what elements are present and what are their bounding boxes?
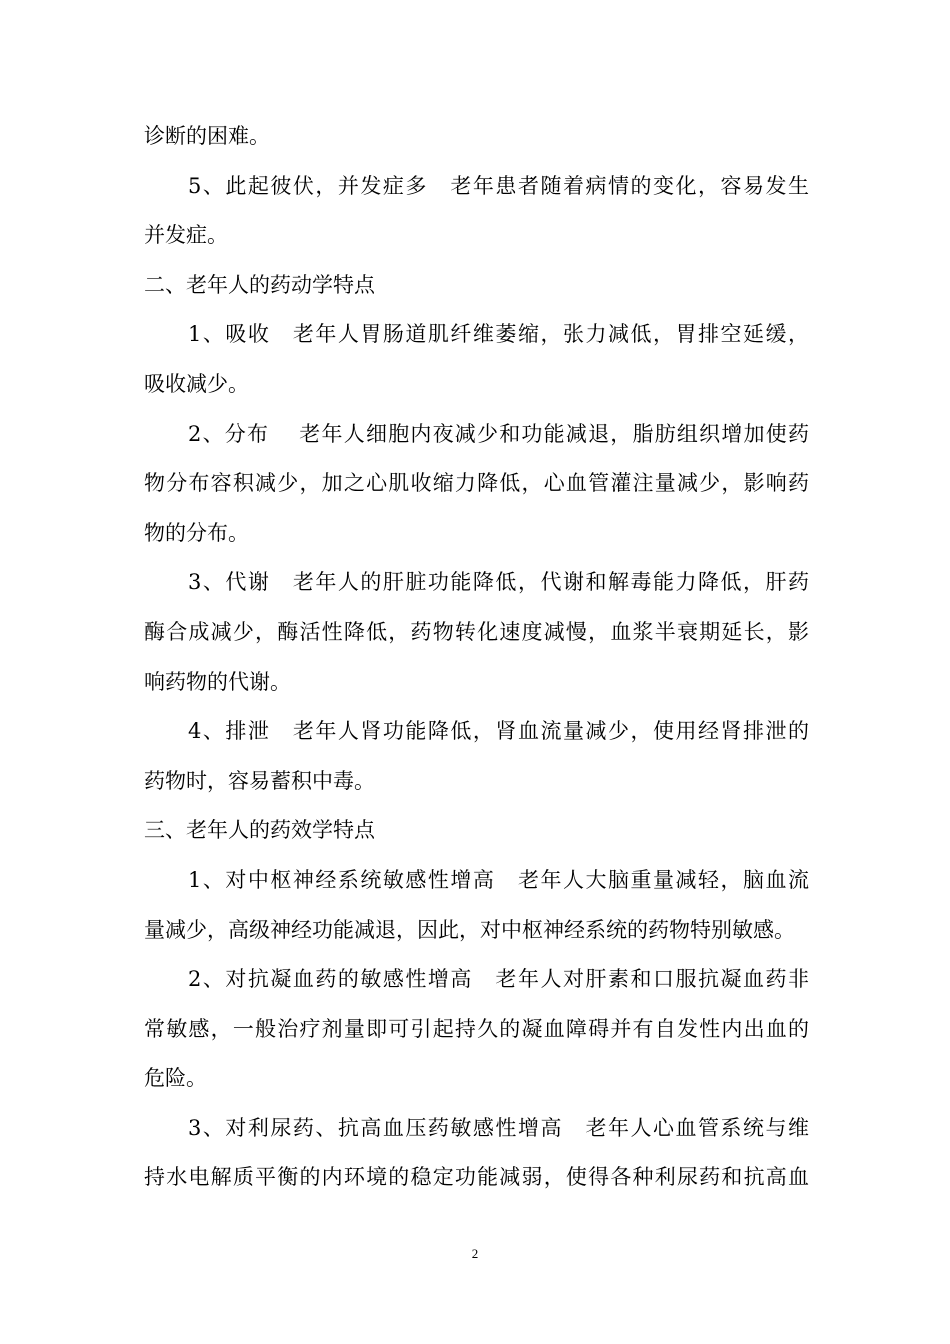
section-heading: 二、老年人的药动学特点 xyxy=(144,272,375,297)
text-line: 物的分布。 xyxy=(144,520,249,545)
text-line: 药物时，容易蓄积中毒。 xyxy=(144,768,375,793)
text-line: 响药物的代谢。 xyxy=(144,669,291,694)
text-line: 2、分布 老年人细胞内夜减少和功能减退，脂肪组织增加使药 xyxy=(188,421,809,446)
text-line: 4、排泄 老年人肾功能降低，肾血流量减少，使用经肾排泄的 xyxy=(188,719,809,744)
text-line: 3、对利尿药、抗高血压药敏感性增高 老年人心血管系统与维 xyxy=(188,1115,809,1140)
text-line: 酶合成减少，酶活性降低，药物转化速度减慢，血浆半衰期延长，影 xyxy=(144,619,809,644)
text-line: 危险。 xyxy=(144,1066,207,1091)
text-line: 1、对中枢神经系统敏感性增高 老年人大脑重量减轻，脑血流 xyxy=(188,867,809,892)
text-line: 3、代谢 老年人的肝脏功能降低，代谢和解毒能力降低，肝药 xyxy=(188,570,809,595)
text-line: 量减少，高级神经功能减退，因此，对中枢神经系统的药物特别敏感。 xyxy=(144,917,795,942)
text-line: 1、吸收 老年人胃肠道肌纤维萎缩，张力减低，胃排空延缓， xyxy=(188,322,809,347)
text-line: 常敏感，一般治疗剂量即可引起持久的凝血障碍并有自发性内出血的 xyxy=(144,1016,809,1041)
document-body xyxy=(144,112,809,1203)
text-line: 2、对抗凝血药的敏感性增高 老年人对肝素和口服抗凝血药非 xyxy=(188,967,809,992)
text-line: 诊断的困难。 xyxy=(144,124,270,148)
page-number: 2 xyxy=(471,1246,479,1261)
text-line: 并发症。 xyxy=(144,223,228,248)
text-line: 物分布容积减少，加之心肌收缩力降低，心血管灌注量减少，影响药 xyxy=(144,471,809,496)
section-heading: 三、老年人的药效学特点 xyxy=(144,818,375,843)
text-line: 5、此起彼伏，并发症多 老年患者随着病情的变化，容易发生 xyxy=(188,173,809,198)
text-line: 吸收减少。 xyxy=(144,371,249,396)
text-line: 持水电解质平衡的内环境的稳定功能减弱，使得各种利尿药和抗高血 xyxy=(144,1165,809,1190)
